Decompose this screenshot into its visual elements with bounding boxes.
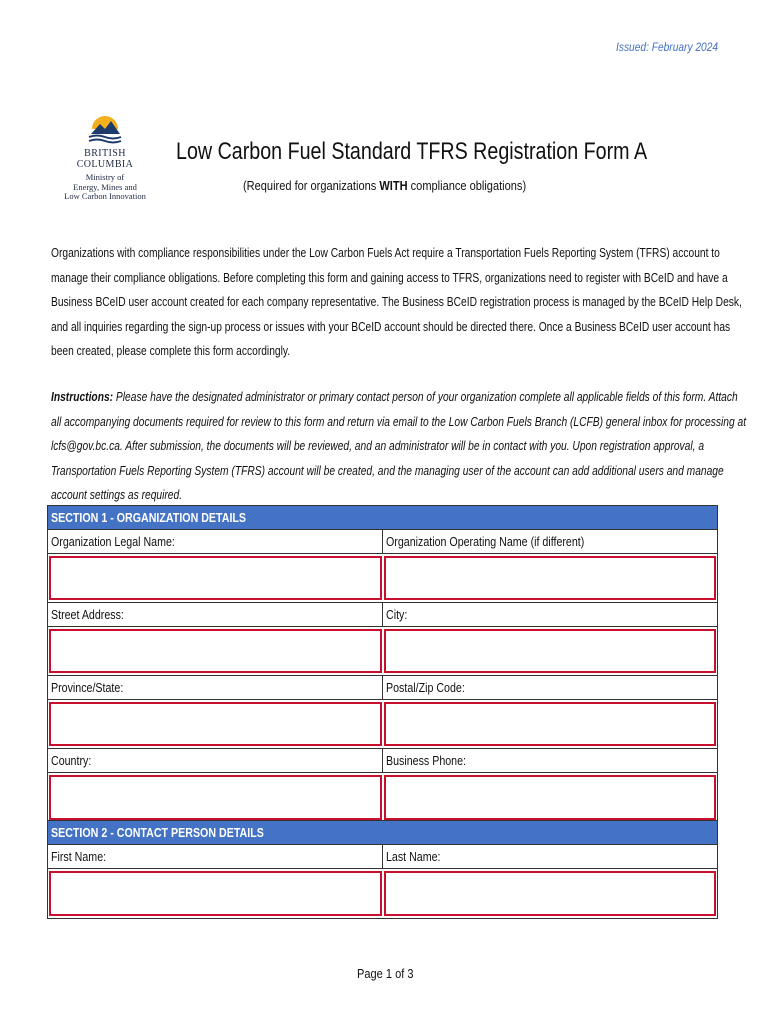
street-address-field[interactable] <box>49 629 382 673</box>
last-name-field[interactable] <box>384 871 716 916</box>
page-number: Page 1 of 3 <box>356 966 414 981</box>
logo-columbia: COLUMBIA <box>76 159 134 170</box>
province-state-field[interactable] <box>49 702 382 746</box>
input-row <box>48 554 717 603</box>
instructions-line: lcfs@gov.bc.ca. After submission, the documents will be reviewed, and an administrator will be in contact with you. Upon registration approval, a <box>51 439 705 453</box>
province-state-label: Province/State: <box>48 676 383 699</box>
bc-sun-mountain-icon <box>85 112 125 148</box>
postal-code-field[interactable] <box>384 702 716 746</box>
section-2-contact-person-details <box>47 820 718 919</box>
subtitle-bold: WITH <box>379 178 409 193</box>
logo-ministry-line3: Low Carbon Innovation <box>64 191 146 201</box>
business-phone-label: Business Phone: <box>386 753 467 768</box>
label-row <box>48 603 717 627</box>
operating-name-label: Organization Operating Name (if different) <box>386 534 585 549</box>
logo-ministry-line2: Energy, Mines and <box>73 181 137 192</box>
instructions-line: Transportation Fuels Reporting System (TFRS) account will be created, and the managing user of the account can add additional users and manage <box>51 463 724 478</box>
page-subtitle <box>0 178 770 193</box>
input-row <box>48 773 717 822</box>
city-label: City: <box>386 607 408 622</box>
last-name-label: Last Name: <box>386 849 441 864</box>
input-row <box>48 869 717 918</box>
business-phone-field[interactable] <box>384 775 716 820</box>
label-row <box>48 530 717 554</box>
intro-paragraph <box>51 241 742 364</box>
section-2-header: SECTION 2 - CONTACT PERSON DETAILS <box>48 821 717 845</box>
instructions-line: account settings as required. <box>51 488 183 502</box>
postal-code-label: Postal/Zip Code: <box>386 680 465 695</box>
label-row <box>48 676 717 700</box>
subtitle-before: (Required for organizations <box>243 178 380 193</box>
legal-name-label: Organization Legal Name: <box>48 530 383 553</box>
intro-line: and all inquiries regarding the sign-up process or issues with your BCeID account should be directed there. Once a Business BCeID user account has <box>51 319 731 334</box>
country-field[interactable] <box>49 775 382 820</box>
intro-line: Organizations with compliance responsibilities under the Low Carbon Fuels Act require a Transportation Fuels Reporting System (TFRS) account to <box>51 246 720 260</box>
instructions-line: all accompanying documents required for review to this form and return via email to the Low Carbon Fuels Branch (LCFB) general inbox for processing at <box>51 414 747 429</box>
subtitle-after: compliance obligations) <box>408 178 527 193</box>
input-row <box>48 700 717 749</box>
intro-line: manage their compliance obligations. Before completing this form and gaining access to TFRS, organizations need to register with BCeID and have a <box>51 270 728 285</box>
intro-line: been created, please complete this form accordingly. <box>51 344 291 358</box>
first-name-label: First Name: <box>48 845 383 868</box>
country-label: Country: <box>48 749 383 772</box>
section-1-organization-details <box>47 505 718 823</box>
logo-ministry-line1: Ministry of <box>85 172 125 182</box>
first-name-field[interactable] <box>49 871 382 916</box>
input-row <box>48 627 717 676</box>
logo-british: BRITISH <box>84 148 126 159</box>
street-address-label: Street Address: <box>48 603 383 626</box>
label-row <box>48 845 717 869</box>
section-1-header: SECTION 1 - ORGANIZATION DETAILS <box>48 506 717 530</box>
city-field[interactable] <box>384 629 716 673</box>
operating-name-field[interactable] <box>384 556 716 600</box>
instructions-label: Instructions: <box>51 390 114 404</box>
legal-name-field[interactable] <box>49 556 382 600</box>
instructions-line: Please have the designated administrator or primary contact person of your organization complete all applicable fields of this form. Attach <box>113 390 738 404</box>
label-row <box>48 749 717 773</box>
instructions-paragraph <box>51 385 747 508</box>
page-title: Low Carbon Fuel Standard TFRS Registration Form A <box>176 138 648 165</box>
issued-date: Issued: February 2024 <box>615 40 718 54</box>
intro-line: Business BCeID user account created for each company representative. The Business BCeID registration process is managed by the BCeID Help Desk, <box>51 295 742 309</box>
